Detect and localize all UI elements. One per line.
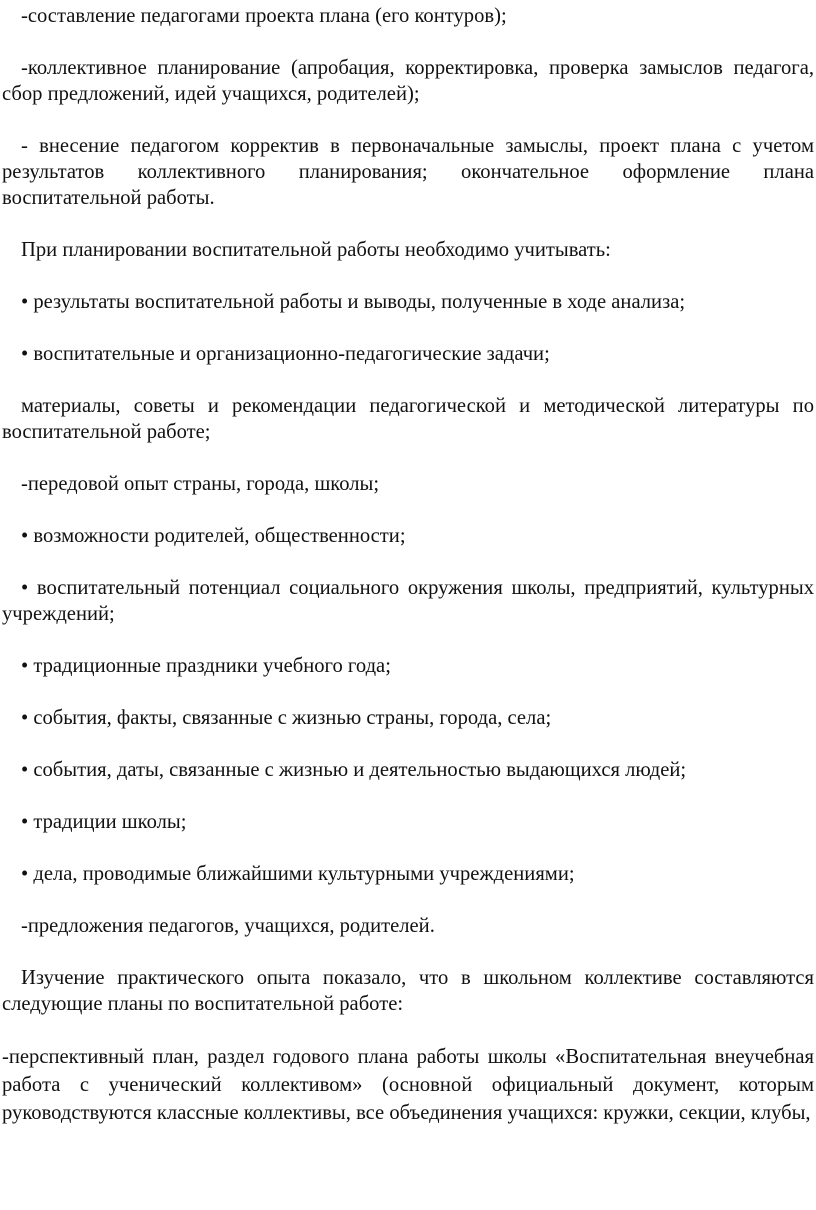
paragraph-12: • события, факты, связанные с жизнью страны, города, села; <box>21 707 552 729</box>
paragraph-9: • возможности родителей, общественности; <box>21 525 406 547</box>
paragraph-11: • традиционные праздники учебного года; <box>21 655 391 677</box>
paragraph-4: При планировании воспитательной работы необходимо учитывать: <box>21 239 611 261</box>
paragraph-8: -передовой опыт страны, города, школы; <box>21 473 380 495</box>
paragraph-2: -коллективное планирование (апробация, корректировка, проверка замыслов педагога, сбор предложений, идей учащихся, родителей); <box>2 57 814 105</box>
paragraph-7: материалы, советы и рекомендации педагогической и методической литературы по воспитательной работе; <box>2 395 814 443</box>
paragraph-10: • воспитательный потенциал социального окружения школы, предприятий, культурных учреждений; <box>2 577 814 625</box>
paragraph-17: Изучение практического опыта показало, что в школьном коллективе составляются следующие планы по воспитательной работе: <box>2 967 814 1015</box>
paragraph-6: • воспитательные и организационно-педагогические задачи; <box>21 343 550 365</box>
paragraph-15: • дела, проводимые ближайшими культурными учреждениями; <box>21 863 575 885</box>
paragraph-13: • события, даты, связанные с жизнью и деятельностью выдающихся людей; <box>21 759 687 781</box>
paragraph-18: -перспективный план, раздел годового плана работы школы «Воспитательная внеучебная работа с ученический коллективом» (основной официальный документ, которым руководствуются классные коллективы, все объединения учащихся: кружки, секции, клубы, <box>2 1046 814 1124</box>
paragraph-3: - внесение педагогом корректив в первоначальные замыслы, проект плана с учетом результатов коллективного планирования; окончательное оформление плана воспитательной работы. <box>2 135 814 209</box>
paragraph-1: -составление педагогами проекта плана (его контуров); <box>21 5 507 27</box>
paragraph-16: -предложения педагогов, учащихся, родителей. <box>21 915 435 937</box>
paragraph-14: • традиции школы; <box>21 811 187 833</box>
paragraph-5: • результаты воспитательной работы и выводы, полученные в ходе анализа; <box>21 291 686 313</box>
